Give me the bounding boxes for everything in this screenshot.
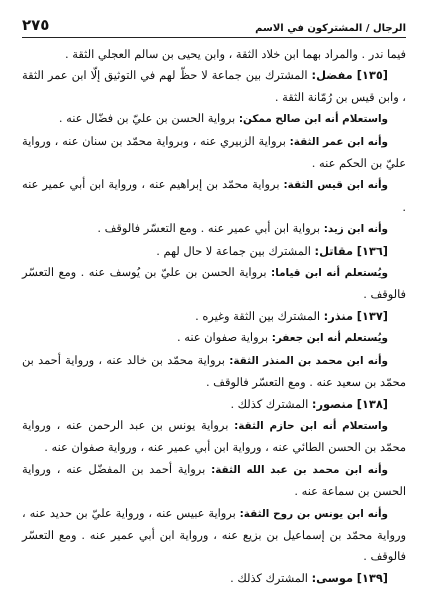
entry-number: [١٣٧] (356, 308, 388, 323)
lead-phrase: وأنه ابن قيس الثقة: (283, 179, 388, 192)
entry-number: [١٣٩] (356, 570, 388, 585)
paragraph-text: برواية يونس بن عبد الرحمن عنه ، ورواية محمّد بن الحسن الطائي عنه ، ورواية ابن أبي عمير عنه ، ورواية صفوان عنه . (22, 417, 406, 455)
entry-term: منصور: (311, 396, 354, 411)
entry-number: [١٣٨] (356, 396, 388, 411)
paragraph (22, 108, 406, 130)
paragraph (22, 44, 406, 65)
paragraph (22, 241, 406, 262)
paragraph-text: برواية الحسن بن عليّ بن فضّال عنه . (58, 111, 239, 126)
paragraph (22, 350, 406, 394)
paragraph (22, 306, 406, 327)
entry-term: منذر: (323, 308, 354, 323)
lead-phrase: وأنه ابن يونس بن روح الثقة: (239, 507, 388, 520)
paragraph-text: برواية عبيس عنه ، ورواية عليّ بن حديد عنه ، ورواية محمّد بن إسماعيل بن بزيع عنه ، ورواية ابن أبي عمير عنه . ومع التعسّر فالوقف . (22, 505, 406, 564)
paragraph (22, 174, 406, 218)
paragraph (22, 459, 406, 503)
paragraph (22, 262, 406, 306)
page-header (22, 14, 406, 38)
running-title: الرجال / المشتركون في الاسم (255, 23, 406, 34)
lead-phrase: ويُستعلم أنه ابن جعفر: (271, 332, 388, 345)
lead-phrase: وأنه ابن محمد بن عبد الله الثقة: (211, 463, 389, 476)
lead-phrase: وأنه ابن محمد بن المنذر الثقة: (229, 354, 388, 367)
entry-term: موسى: (311, 570, 354, 585)
paragraph (22, 415, 406, 459)
paragraph-text: المشترك بين جماعة لا حظّ لهم في التوثيق إلّا ابن عمر الثقة ، وابن قيس بن رُمّانة الثقة . (22, 68, 406, 104)
paragraph (22, 327, 406, 349)
paragraph (22, 65, 406, 108)
lead-phrase: واستعلام أنه ابن صالح ممكن: (238, 113, 388, 126)
paragraph-text: برواية أحمد بن المفضّل عنه ، ورواية الحسن بن سماعة عنه . (22, 461, 406, 499)
page-number: ٢٧٥ (22, 16, 50, 34)
paragraph-text: برواية ابن أبي عمير عنه . ومع التعسّر فالوقف . (97, 221, 324, 236)
paragraph-text: برواية صفوان عنه . (176, 330, 272, 345)
paragraph (22, 568, 406, 589)
paragraph (22, 394, 406, 415)
entry-number: [١٣٥] (356, 68, 388, 83)
lead-phrase: واستعلام أنه ابن حازم الثقة: (234, 419, 388, 432)
lead-phrase: وأنه ابن زيد: (323, 223, 388, 236)
paragraph-text: المشترك بين جماعة لا حال لهم . (156, 243, 315, 258)
paragraph-text: برواية محمّد بن إبراهيم عنه ، ورواية ابن أبي عمير عنه . (22, 177, 406, 214)
lead-phrase: وأنه ابن عمر الثقة: (289, 135, 388, 148)
paragraph (22, 218, 406, 240)
paragraph-text: المشترك كذلك . (230, 570, 312, 585)
entry-term: مقاتل: (314, 243, 354, 258)
entry-term: مفضل: (311, 68, 353, 83)
paragraph (22, 503, 406, 568)
paragraph-text: المشترك بين الثقة وغيره . (195, 308, 324, 323)
paragraph-text: برواية الزبيري عنه ، وبرواية محمّد بن سنان عنه ، ورواية عليّ بن الحكم عنه . (22, 133, 406, 171)
entry-number: [١٣٦] (356, 243, 388, 258)
paragraph (22, 131, 406, 175)
page-body (22, 44, 406, 589)
paragraph-text: برواية محمّد بن خالد عنه ، ورواية أحمد بن محمّد بن سعيد عنه . ومع التعسّر فالوقف . (22, 352, 406, 390)
paragraph-text: فيما ندر . والمراد بهما ابن خلاد الثقة ، وابن يحيى بن سالم العجلي الثقة . (65, 47, 406, 61)
paragraph-text: المشترك كذلك . (230, 396, 312, 411)
paragraph-text: برواية الحسن بن عليّ بن يُوسف عنه . ومع التعسّر فالوقف . (22, 265, 406, 302)
lead-phrase: ويُستعلم أنه ابن قياما: (271, 267, 388, 280)
